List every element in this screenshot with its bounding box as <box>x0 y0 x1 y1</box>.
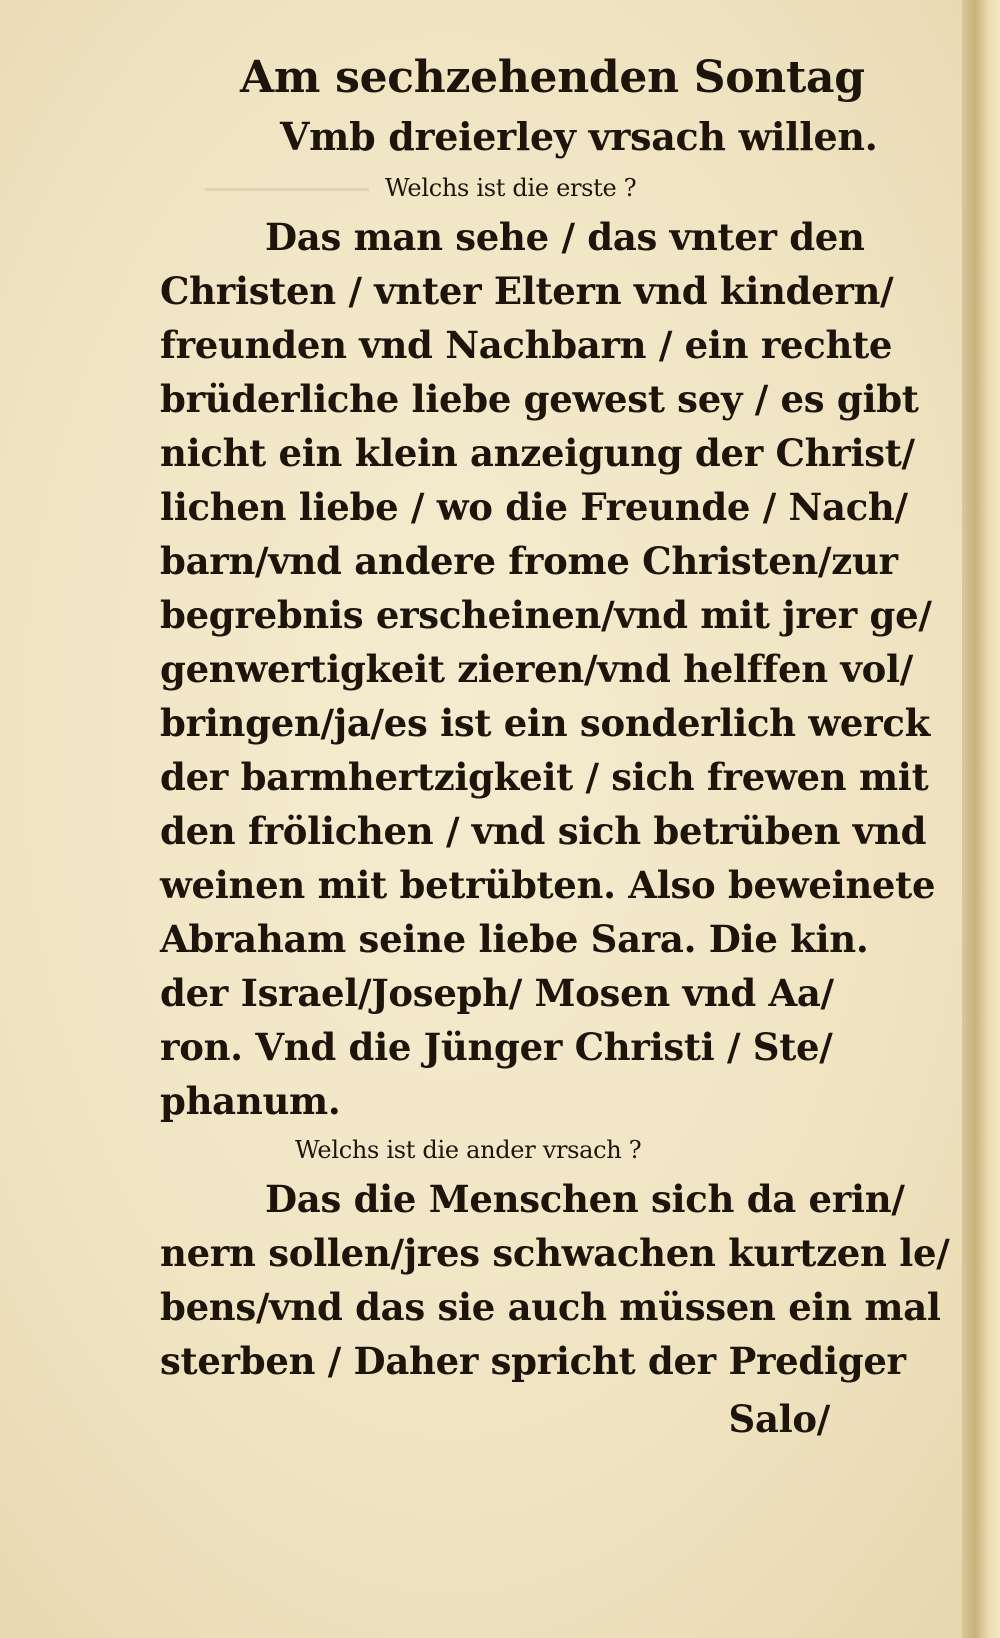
text-line: ron. Vnd die Jünger Christi / Ste/ <box>160 1025 833 1069</box>
text-line: begrebnis erscheinen/vnd mit jrer ge/ <box>160 593 932 637</box>
paragraph-second <box>160 1172 950 1388</box>
text-line: nern sollen/jres schwachen kurtzen le/ <box>160 1231 950 1275</box>
show-through-text: ──────── <box>205 170 369 210</box>
text-line: bringen/ja/es ist ein sonderlich werck <box>160 701 930 745</box>
text-line: den frölichen / vnd sich betrüben vnd <box>160 809 927 853</box>
text-line: Das man sehe / das vnter den <box>265 215 865 259</box>
text-line: lichen liebe / wo die Freunde / Nach/ <box>160 485 908 529</box>
text-line: weinen mit betrübten. Also beweinete <box>160 863 936 907</box>
catchword: Salo/ <box>728 1397 830 1441</box>
page-title: Am sechzehenden Sontag <box>240 52 865 103</box>
text-line: sterben / Daher spricht der Prediger <box>160 1339 906 1383</box>
text-block <box>160 48 950 1446</box>
text-line: barn/vnd andere frome Christen/zur <box>160 539 898 583</box>
text-line: bens/vnd das sie auch müssen ein mal <box>160 1285 941 1329</box>
paragraph-first <box>160 210 940 1128</box>
page-subtitle: Vmb dreierley vrsach willen. <box>280 114 878 159</box>
text-line: Abraham seine liebe Sara. Die kin. <box>160 917 869 961</box>
text-line: Christen / vnter Eltern vnd kindern/ <box>160 269 894 313</box>
text-line: freunden vnd Nachbarn / ein rechte <box>160 323 893 367</box>
text-line: der Israel/Joseph/ Mosen vnd Aa/ <box>160 971 834 1015</box>
text-line: Das die Menschen sich da erin/ <box>265 1177 905 1221</box>
text-line: brüderliche liebe gewest sey / es gibt <box>160 377 919 421</box>
page-gutter <box>962 0 1000 1638</box>
question-second: Welchs ist die ander vrsach ? <box>295 1136 642 1164</box>
text-line: nicht ein klein anzeigung der Christ/ <box>160 431 915 475</box>
text-line: phanum. <box>160 1079 341 1123</box>
text-line: der barmhertzigkeit / sich frewen mit <box>160 755 929 799</box>
question-first: Welchs ist die erste ? <box>385 174 637 202</box>
text-line: genwertigkeit zieren/vnd helffen vol/ <box>160 647 913 691</box>
